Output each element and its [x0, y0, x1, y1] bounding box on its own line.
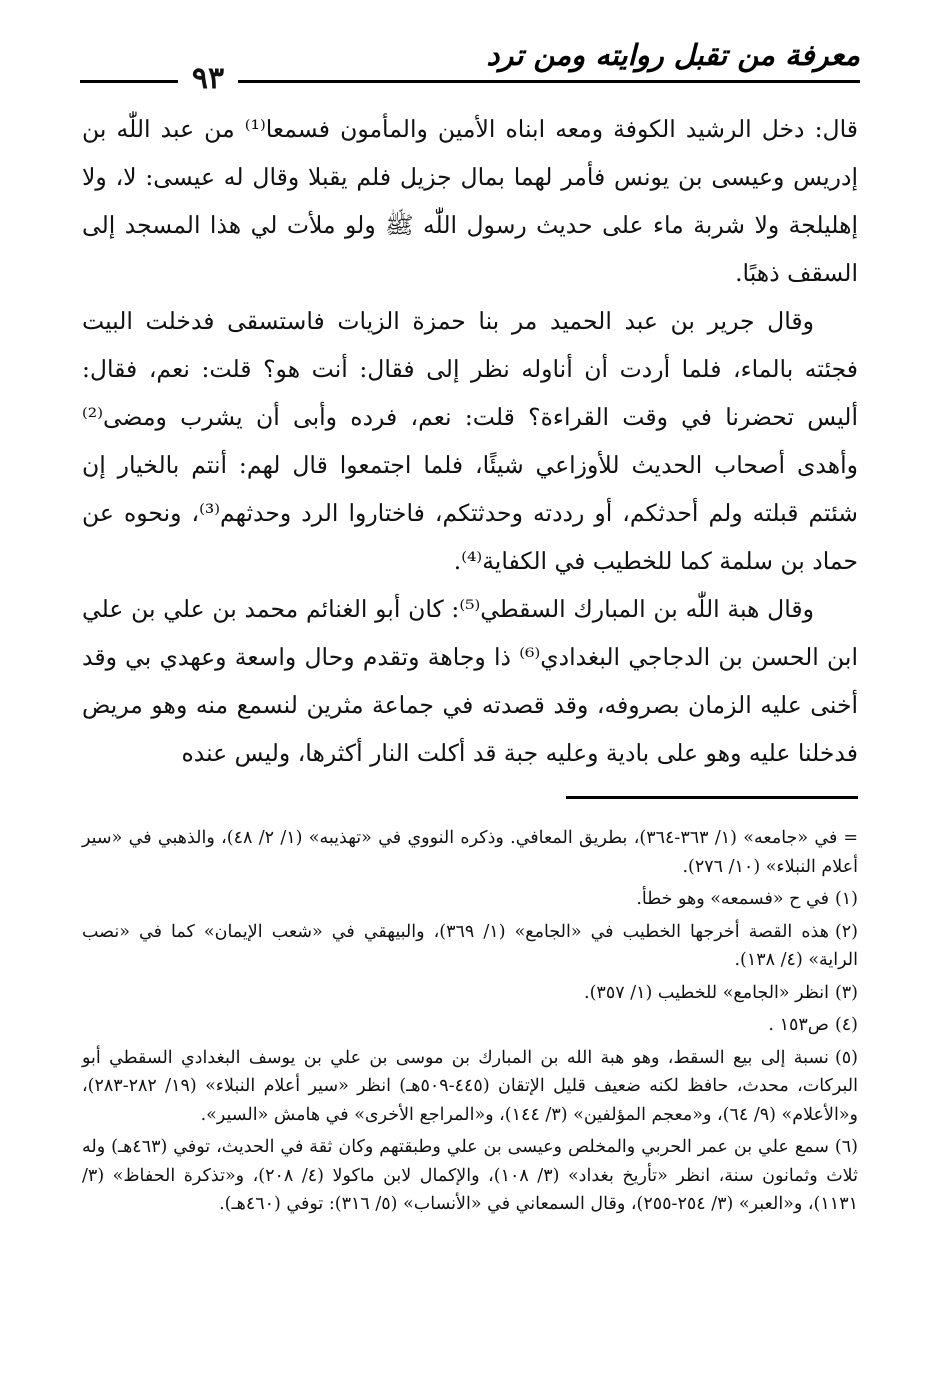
- page-header: [80, 30, 860, 96]
- footnote-mark: (٤): [834, 1015, 858, 1035]
- footnote-3: [82, 979, 858, 1008]
- footnote-text: في «جامعه» (١/ ٣٦٣-٣٦٤)، بطريق المعافي. وذكره النووي في «تهذيبه» (١/ ٢/ ٤٨)، والذهبي في «سير أعلام النبلاء» (١٠/ ٢٧٦).: [82, 828, 858, 877]
- footnote-continuation: [82, 824, 858, 881]
- footnote-text: في ح «فسمعه» وهو خطأ.: [636, 889, 829, 909]
- footnote-6: [82, 1133, 858, 1219]
- footnote-separator: [566, 796, 858, 799]
- footnote-5: [82, 1044, 858, 1130]
- footnote-text: نسبة إلى بيع السقط، وهو هبة الله بن المبارك بن موسى بن علي بن يوسف البغدادي السقطي أبو البركات، محدث، حافظ لكنه ضعيف قليل الإتقان (٤٤٥-٥٠٩هـ) انظر «سير أعلام النبلاء» (١٩/ ٢٨٢-٢٨٣)، و«الأعلام» (٩/ ٦٤)، و«معجم المؤلفين» (٣/ ١٤٤)، و«المراجع الأخرى» في هامش «السير».: [82, 1047, 858, 1125]
- footnote-text: ص١٥٣ .: [768, 1015, 829, 1035]
- footnote-mark: (١): [834, 889, 858, 909]
- footnote-1: [82, 885, 858, 914]
- footnote-text: هذه القصة أخرجها الخطيب في «الجامع» (١/ ٣٦٩)، والبيهقي في «شعب الإيمان» كما في «نصب الراية» (٤/ ١٣٨).: [82, 921, 858, 970]
- footnote-4: [82, 1011, 858, 1040]
- footnote-mark: =: [843, 828, 858, 848]
- footnote-2: [82, 918, 858, 975]
- footnote-mark: (٣): [834, 982, 858, 1003]
- footnote-mark: (٢): [834, 921, 858, 942]
- paragraph-1: قال: دخل الرشيد الكوفة ومعه ابناه الأمين والمأمون فسمعا⁽¹⁾ من عبد اللّٰه بن إدريس وعيسى بن يونس فأمر لهما بمال جزيل فلم يقبلا وقال له عيسى: لا، ولا إهليلجة ولا شربة ماء على حديث رسول اللّٰه ﷺ ولو ملأت لي هذا المسجد إلى السقف ذهبًا.: [82, 115, 858, 287]
- footnote-text: سمع علي بن عمر الحربي والمخلص وعيسى بن علي وطبقتهم وكان ثقة في الحديث، توفي (٤٦٣هـ) وله ثلاث وثمانون سنة، انظر «تأريخ بغداد» (٣/ ١٠٨)، والإكمال لابن ماكولا (٤/ ٢٠٨)، و«تذكرة الحفاظ» (٣/ ١١٣١)، و«العبر» (٣/ ٢٥٤-٢٥٥)، وقال السمعاني في «الأنساب» (٥/ ٣١٦): توفي (٤٦٠هـ).: [82, 1137, 858, 1214]
- running-title: معرفة من تقبل روايته ومن ترد: [486, 38, 860, 72]
- paragraph-3: وقال هبة اللّٰه بن المبارك السقطي⁽⁵⁾: كان أبو الغنائم محمد بن علي بن علي ابن الحسن بن الدجاجي البغدادي⁽⁶⁾ ذا وجاهة وتقدم وحال واسعة وعهدي بي وقد أخنى عليه الزمان بصروفه، وقد قصدته في جماعة مثرين لنسمع منه وهو مريض فدخلنا عليه وهو على بادية وعليه جبة قد أكلت النار أكثرها، وليس عنده: [82, 595, 859, 767]
- footnote-text: انظر «الجامع» للخطيب (١/ ٣٥٧).: [584, 982, 829, 1003]
- paragraph-2: وقال جرير بن عبد الحميد مر بنا حمزة الزيات فاستسقى فدخلت البيت فجئته بالماء، فلما أردت أن أناوله نظر إلى فقال: أنت هو؟ قلت: نعم، فقال: أليس تحضرنا في وقت القراءة؟ قلت: نعم، فرده وأبى أن يشرب ومضى⁽²⁾ وأهدى أصحاب الحديث للأوزاعي شيئًا، فلما اجتمعوا قال لهم: أنتم بالخيار إن شئتم قبلته ولم أحدثكم، أو رددته وحدثتكم، فاختاروا الرد وحدثهم⁽³⁾، ونحوه عن حماد بن سلمة كما للخطيب في الكفاية⁽⁴⁾.: [82, 307, 858, 575]
- footnote-mark: (٥): [834, 1047, 858, 1068]
- footnotes: [82, 824, 858, 1223]
- main-text: [82, 105, 858, 777]
- footnote-mark: (٦): [834, 1137, 858, 1157]
- page-number: ٩٣: [178, 62, 238, 96]
